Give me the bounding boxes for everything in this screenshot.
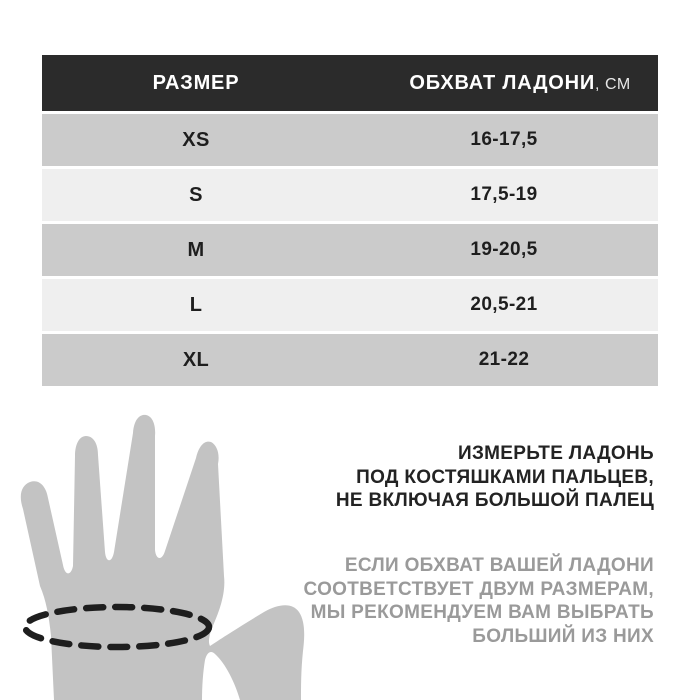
size-cell: L [189, 293, 203, 316]
table-row [42, 114, 658, 166]
header-size-label: РАЗМЕР [152, 71, 240, 94]
size-table-body [42, 114, 658, 386]
size-cell: XL [182, 348, 210, 371]
recommendation-note-line: СООТВЕТСТВУЕТ ДВУМ РАЗМЕРАМ, [303, 578, 654, 600]
range-cell: 19-20,5 [470, 239, 538, 260]
table-row [42, 224, 658, 276]
measure-note-line: ИЗМЕРЬТЕ ЛАДОНЬ [458, 443, 654, 464]
header-circumference-label [366, 72, 674, 95]
hand-silhouette-icon [0, 390, 340, 700]
header-circumference-main: ОБХВАТ ЛАДОНИ [409, 71, 596, 94]
size-cell: M [187, 238, 205, 261]
size-cell: XS [182, 128, 210, 151]
recommendation-note-line: ЕСЛИ ОБХВАТ ВАШЕЙ ЛАДОНИ [344, 555, 654, 576]
recommendation-note [304, 554, 654, 648]
range-cell: 20,5-21 [470, 294, 538, 315]
measure-instruction-note [336, 442, 654, 513]
table-row [42, 169, 658, 221]
measure-note-line: ПОД КОСТЯШКАМИ ПАЛЬЦЕВ, [356, 466, 654, 488]
recommendation-note-line: БОЛЬШИЙ ИЗ НИХ [472, 625, 654, 647]
header-circumference-unit: , СМ [595, 75, 631, 93]
measure-note-line: НЕ ВКЛЮЧАЯ БОЛЬШОЙ ПАЛЕЦ [335, 490, 654, 511]
size-table [42, 55, 658, 386]
hand-silhouette-path [21, 415, 304, 700]
size-table-header [42, 55, 658, 111]
table-row [42, 334, 658, 386]
range-cell: 21-22 [478, 349, 530, 370]
hand-illustration [0, 390, 340, 700]
range-cell: 17,5-19 [470, 184, 538, 205]
size-cell: S [189, 183, 203, 206]
table-row [42, 279, 658, 331]
recommendation-note-line: МЫ РЕКОМЕНДУЕМ ВАМ ВЫБРАТЬ [310, 602, 654, 623]
range-cell: 16-17,5 [470, 129, 538, 150]
